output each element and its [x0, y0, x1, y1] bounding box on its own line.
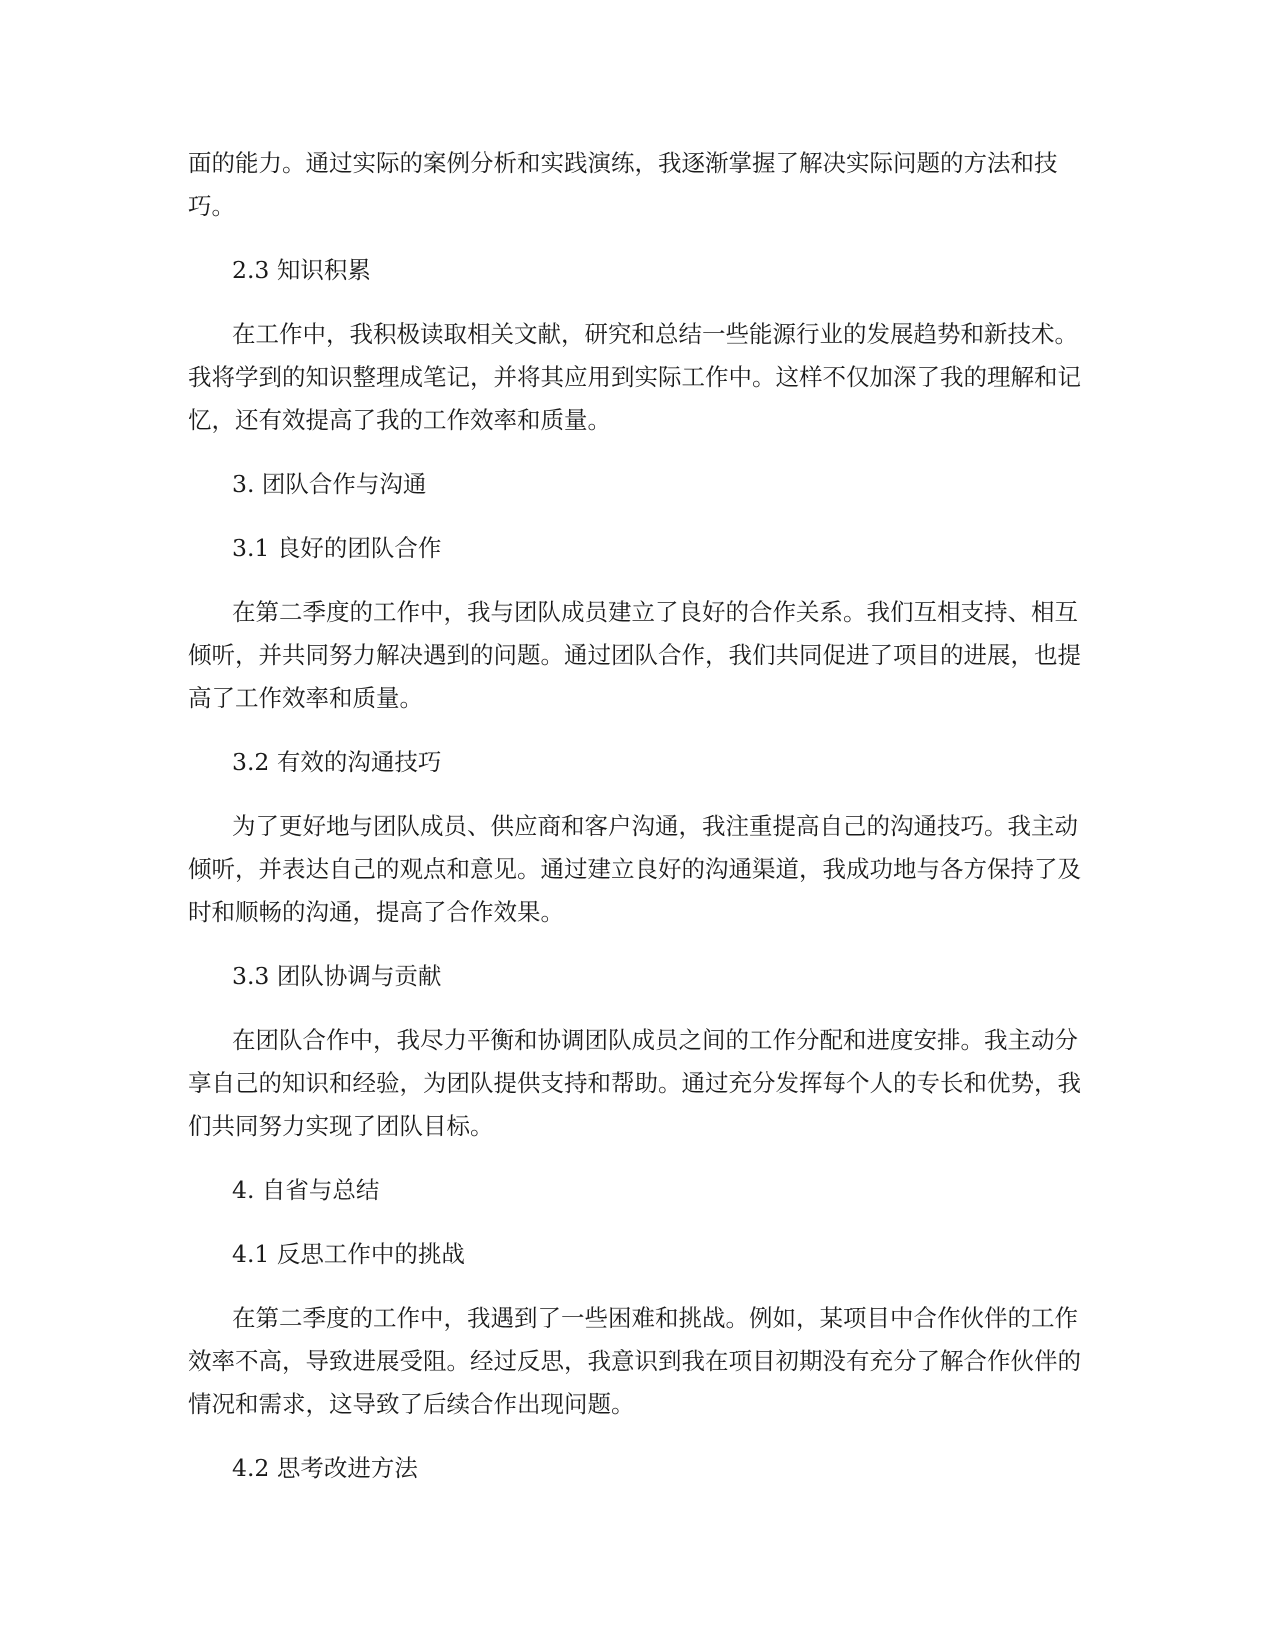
section-heading-4-2: 4.2 思考改进方法 [232, 1454, 418, 1482]
paragraph-challenges: 在第二季度的工作中，我遇到了一些困难和挑战。例如，某项目中合作伙伴的工作效率不高，导致进展受阻。经过反思，我意识到我在项目初期没有充分了解合作伙伴的情况和需求，这导致了后续合作出现问题。 [188, 1304, 1081, 1418]
section-heading-3: 3. 团队合作与沟通 [232, 470, 427, 498]
paragraph-knowledge: 在工作中，我积极读取相关文献，研究和总结一些能源行业的发展趋势和新技术。我将学到的知识整理成笔记，并将其应用到实际工作中。这样不仅加深了我的理解和记忆，还有效提高了我的工作效率和质量。 [188, 320, 1081, 434]
paragraph-coordination: 在团队合作中，我尽力平衡和协调团队成员之间的工作分配和进度安排。我主动分享自己的知识和经验，为团队提供支持和帮助。通过充分发挥每个人的专长和优势，我们共同努力实现了团队目标。 [188, 1026, 1081, 1140]
paragraph-teamwork: 在第二季度的工作中，我与团队成员建立了良好的合作关系。我们互相支持、相互倾听，并共同努力解决遇到的问题。通过团队合作，我们共同促进了项目的进展，也提高了工作效率和质量。 [188, 598, 1081, 712]
section-heading-3-3: 3.3 团队协调与贡献 [232, 962, 442, 990]
continuation-paragraph: 面的能力。通过实际的案例分析和实践演练，我逐渐掌握了解决实际问题的方法和技巧。 [188, 149, 1058, 220]
section-heading-4: 4. 自省与总结 [232, 1176, 380, 1204]
document-body [188, 142, 1088, 1490]
section-heading-3-2: 3.2 有效的沟通技巧 [232, 748, 442, 776]
paragraph-communication: 为了更好地与团队成员、供应商和客户沟通，我注重提高自己的沟通技巧。我主动倾听，并表达自己的观点和意见。通过建立良好的沟通渠道，我成功地与各方保持了及时和顺畅的沟通，提高了合作效果。 [188, 812, 1081, 926]
section-heading-2-3: 2.3 知识积累 [232, 256, 371, 284]
section-heading-3-1: 3.1 良好的团队合作 [232, 534, 442, 562]
section-heading-4-1: 4.1 反思工作中的挑战 [232, 1240, 465, 1268]
